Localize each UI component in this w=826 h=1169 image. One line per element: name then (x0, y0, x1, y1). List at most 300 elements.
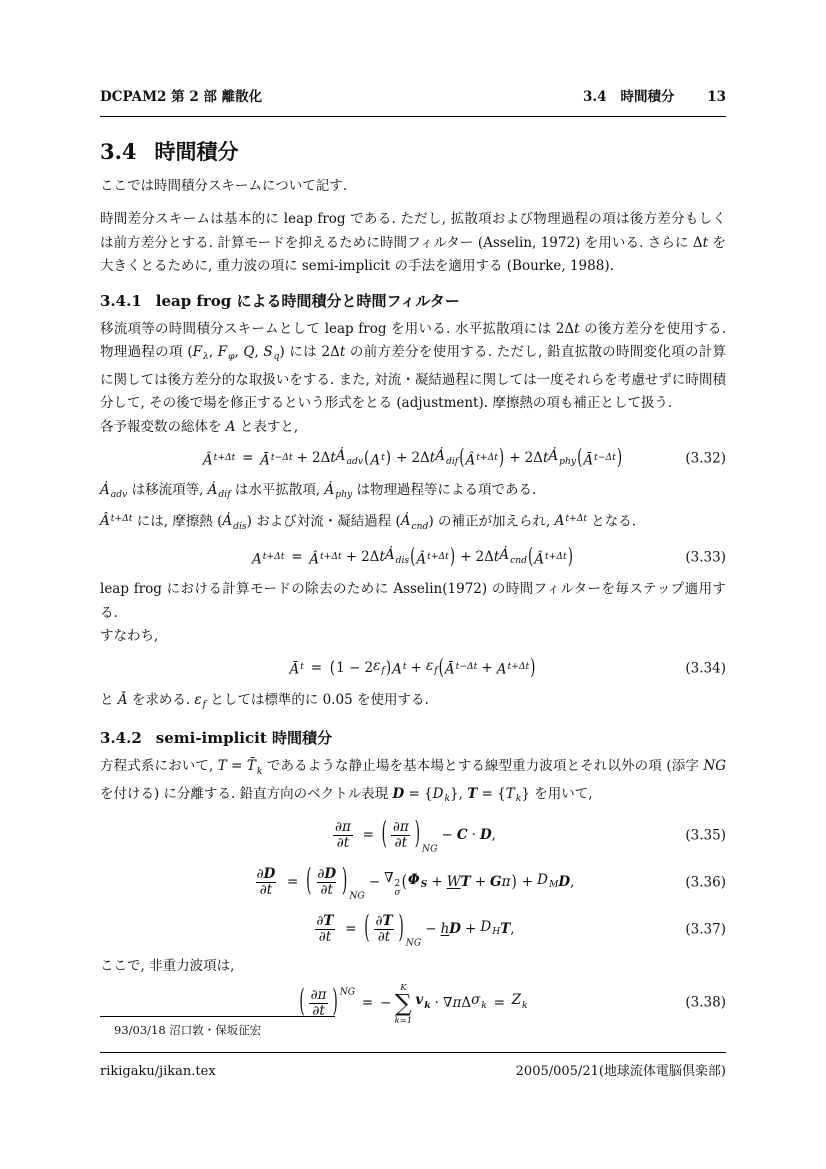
math-token (461, 992, 471, 1016)
equation-body (203, 445, 623, 473)
math-base: σ (471, 992, 481, 1009)
math-token (465, 446, 497, 473)
math-base: ∂ (317, 866, 325, 883)
math-token (449, 918, 461, 942)
superscript: 2 (394, 878, 401, 889)
math-base: G (490, 874, 502, 891)
page-header (100, 86, 726, 117)
math-base: · (434, 994, 439, 1011)
math-base: Ȧ (324, 482, 335, 499)
equation-3-36 (100, 861, 726, 905)
math-base: Â (309, 551, 319, 568)
paragraph-sunawachi (100, 625, 726, 649)
close-paren: ) (449, 544, 456, 570)
math-base: D (449, 921, 461, 938)
math-token (525, 447, 543, 471)
close-paren: ) (511, 871, 517, 892)
math-token (558, 871, 570, 895)
math-token (287, 871, 298, 895)
math-token (428, 513, 554, 529)
equation-number: (3.33) (685, 549, 726, 566)
math-base: + (296, 450, 308, 467)
math-base: − (425, 921, 437, 938)
math-paren-group (438, 655, 537, 682)
close-paren: ) (530, 654, 536, 681)
close-paren: ) (398, 909, 404, 947)
math-base: ∇ (443, 994, 453, 1011)
math-base: NG (703, 758, 726, 775)
math-token (207, 482, 231, 501)
math-base: − (379, 994, 392, 1011)
math-token (100, 513, 132, 529)
math-fraction (307, 988, 330, 1019)
math-base: A (392, 661, 402, 678)
math-token (243, 344, 254, 360)
math-base: }, (450, 786, 468, 803)
math-token (342, 820, 351, 835)
math-token (100, 958, 234, 974)
math-token (312, 447, 330, 471)
math-base: A (370, 452, 381, 469)
math-token (500, 918, 510, 942)
math-base: = (310, 659, 323, 676)
math-base: Q (243, 344, 255, 360)
math-base: Ā (444, 661, 455, 678)
superscript: t+Δt (545, 550, 567, 562)
paren-body (583, 446, 615, 473)
math-token (509, 447, 520, 471)
math-token (260, 883, 267, 898)
math-token (452, 992, 461, 1016)
subscript: k (522, 999, 528, 1011)
subscript: dif (218, 489, 231, 501)
math-fraction (253, 867, 278, 898)
math-token (460, 546, 471, 570)
math-token (252, 545, 284, 572)
math-base: には, 摩擦熱 ( (132, 513, 223, 530)
math-token (497, 655, 529, 682)
math-token (555, 513, 587, 529)
math-token (400, 513, 429, 532)
math-base: t (327, 882, 333, 899)
math-base: t (325, 929, 332, 946)
math-token (319, 930, 326, 945)
math-token (510, 918, 514, 942)
math-token (402, 836, 407, 851)
open-paren: ( (438, 654, 444, 681)
math-base: v (415, 992, 424, 1009)
math-base: D (263, 866, 276, 883)
math-token (203, 446, 235, 473)
math-token (100, 758, 218, 774)
math-token (396, 447, 407, 471)
math-base: 1 − 2 (336, 659, 374, 676)
math-token (537, 869, 558, 897)
math-token (512, 989, 528, 1017)
paragraph-leapfrog (100, 318, 726, 416)
math-token (218, 758, 227, 774)
math-token (435, 445, 458, 473)
math-base: , (234, 344, 244, 360)
math-base: A (252, 551, 262, 568)
math-base: − (368, 874, 381, 891)
subscript: k (515, 793, 522, 805)
math-token (361, 546, 379, 570)
superscript: t+Δt (565, 512, 588, 524)
math-token (363, 824, 374, 848)
math-base: D (480, 918, 492, 935)
equation-number: (3.35) (685, 827, 726, 844)
fraction-numerator (390, 820, 413, 835)
math-token (384, 867, 401, 898)
math-base: = (345, 921, 357, 938)
equation-number: (3.34) (685, 659, 726, 676)
math-base: = (361, 994, 374, 1011)
math-base: と表すと, (235, 418, 299, 435)
math-token (376, 914, 383, 929)
math-base: + (474, 874, 486, 891)
math-base: ∂ (392, 819, 400, 836)
subscript: f (381, 665, 385, 677)
subscript: f (202, 698, 207, 710)
math-paren-group (527, 545, 574, 572)
close-paren: ) (385, 448, 392, 469)
math-base: ∂ (318, 929, 326, 946)
math-base: ∂ (336, 835, 344, 852)
fraction-numerator (313, 914, 337, 929)
subscript: H (492, 926, 501, 938)
math-base: t (574, 320, 580, 337)
math-base: = { (477, 786, 506, 803)
subscript: λ (203, 351, 209, 363)
math-token (441, 824, 452, 848)
subscript: phy (335, 489, 353, 501)
math-fraction (332, 820, 355, 851)
math-token (132, 513, 222, 529)
subscript: q (273, 351, 280, 363)
math-token (461, 871, 471, 895)
math-token (457, 824, 468, 848)
subscript: f (434, 665, 438, 677)
math-token (246, 758, 263, 777)
math-token (327, 883, 332, 898)
subscript: S (420, 879, 428, 891)
math-base: すなわち, (100, 628, 159, 645)
math-base: ∂ (377, 929, 385, 946)
subscript: dif (445, 455, 459, 467)
equation-3-33 (100, 541, 726, 575)
math-base: Â (465, 452, 476, 469)
math-base: + (509, 450, 521, 467)
math-base: 2Δ (475, 549, 494, 566)
math-base: = (287, 874, 299, 891)
section-heading (100, 139, 726, 165)
open-paren: ( (299, 983, 305, 1020)
header-section-title: 時間積分 (620, 89, 675, 105)
math-base: の後方差分を使用する. 物理過程の項 ( (100, 320, 726, 360)
open-paren: ( (364, 909, 370, 947)
math-base: 移流項等の時間積分スキームとして leap frog を用いる. 水平拡散項には 2Δ (100, 320, 575, 337)
math-token (118, 692, 128, 708)
math-base: 各予報変数の総体を (100, 418, 226, 435)
math-token (100, 419, 226, 435)
math-base: D (558, 874, 571, 891)
sigma-symbol: ∑ (394, 989, 412, 1018)
math-token (352, 482, 536, 498)
math-token (311, 988, 318, 1003)
math-base: ) の補正が加えられ, (428, 513, 555, 530)
superscript: t+Δt (213, 451, 236, 463)
math-token (521, 786, 592, 802)
math-base: A (554, 513, 565, 530)
math-token (324, 482, 353, 501)
math-base: Ȧ (222, 513, 233, 530)
math-token (416, 545, 448, 572)
math-base: = (226, 758, 247, 775)
math-base: t (266, 882, 273, 899)
math-token (194, 692, 206, 708)
math-token (346, 546, 357, 570)
math-base: 2Δ (411, 450, 430, 467)
fraction-numerator (332, 820, 355, 835)
math-token (280, 344, 340, 360)
math-token (392, 655, 406, 682)
group-subscript: NG (422, 843, 438, 855)
math-base: + (481, 659, 493, 676)
paren-body (445, 655, 529, 682)
math-base: · (471, 827, 476, 844)
math-token (472, 824, 476, 848)
math-paren-group (329, 655, 392, 683)
math-base: + (465, 921, 477, 938)
page-number: 13 (707, 89, 726, 105)
math-base: + (521, 874, 534, 891)
math-token (373, 655, 385, 683)
math-token (583, 446, 615, 473)
superscript: t−Δt (270, 451, 293, 463)
math-base: Ȧ (499, 547, 510, 564)
math-base: Â (100, 513, 110, 530)
math-base: を付ける) に分離する. 鉛直方向のベクトル表現 (100, 786, 393, 803)
math-base: ε (373, 657, 381, 674)
math-token (450, 786, 467, 802)
math-token (480, 824, 492, 848)
footnote (100, 1016, 726, 1039)
header-right (583, 86, 726, 110)
math-token (290, 655, 304, 682)
superscript: t+Δt (427, 550, 449, 562)
math-base: 2Δ (311, 450, 331, 467)
math-token (316, 914, 323, 929)
math-base: の前方差分を使用する. ただし, 鉛直拡散の時間変化項の計算に関しては後方差分的な取扱いをする. また, 対流・凝結過程に関しては一度それらを考慮せずに時間積分して, その後で場を修正するという形式をとる (adjustment). 摩擦熱の項も補正として扱う. (100, 344, 727, 412)
subscript: adv (346, 455, 364, 467)
math-base: ∂ (335, 819, 342, 836)
subsection-heading-342 (100, 728, 726, 749)
math-token (263, 344, 280, 363)
math-base: t (542, 450, 549, 467)
superscript: t−Δt (594, 451, 616, 463)
math-base: = (242, 450, 254, 467)
subsection-number: 3.4.1 (100, 291, 142, 310)
math-token (393, 820, 400, 835)
math-token (326, 930, 331, 945)
math-token (475, 871, 486, 895)
math-token (441, 918, 450, 942)
math-token (236, 419, 299, 435)
math-token (335, 820, 342, 835)
subscript: cnd (411, 520, 429, 532)
math-base: ∂ (375, 913, 383, 930)
math-base: = (493, 994, 505, 1011)
equation-3-37 (100, 908, 726, 952)
math-base: A (496, 661, 507, 678)
math-token (467, 786, 477, 802)
open-paren: ( (306, 862, 312, 900)
fraction-denominator (333, 835, 352, 851)
math-base: T (382, 913, 393, 930)
math-base: S (263, 344, 273, 360)
math-token (502, 871, 511, 895)
subscript: M (548, 879, 559, 891)
math-base: は水平拡散項, (230, 482, 325, 499)
math-token (260, 446, 292, 473)
group-subscript: NG (405, 937, 422, 949)
math-token (499, 544, 527, 572)
paragraph-totals (100, 416, 726, 440)
header-left-title: DCPAM2 第 2 部 離散化 (100, 89, 263, 105)
paren-body (388, 820, 414, 851)
paren-body (336, 655, 385, 683)
math-token (431, 871, 442, 895)
math-base: T̄ (246, 758, 256, 775)
math-base: Ȧ (335, 448, 346, 465)
math-base: + (460, 549, 472, 566)
math-token (206, 692, 429, 708)
math-token (247, 513, 401, 529)
equation-number: (3.32) (685, 450, 726, 467)
math-base: T (323, 913, 334, 930)
math-base: Δ (461, 994, 472, 1011)
equation-body (252, 544, 574, 572)
math-base: ε (425, 657, 434, 674)
subsection-number: 3.4.2 (100, 729, 142, 748)
math-token (400, 820, 409, 835)
paragraph-after332a (100, 479, 726, 507)
fraction-denominator (256, 882, 275, 898)
subsection-heading-341 (100, 291, 726, 312)
math-base: , (254, 344, 264, 360)
subscript: dis (233, 520, 247, 532)
math-base: Â (202, 452, 213, 469)
math-token (318, 988, 327, 1003)
math-token (476, 546, 494, 570)
subscript: cnd (510, 554, 527, 566)
math-base: ここで, 非重力波項は, (100, 957, 235, 974)
math-token (505, 786, 522, 805)
group-subscript: NG (349, 890, 365, 902)
open-paren: ( (381, 815, 387, 853)
close-paren: ) (567, 544, 573, 570)
math-token (127, 482, 207, 498)
close-paren: ) (332, 983, 338, 1020)
math-token (477, 786, 505, 802)
math-token (337, 836, 344, 851)
math-base: ε (194, 691, 202, 708)
math-base: Φ (407, 871, 420, 888)
math-base: T (460, 874, 471, 891)
math-base: = (362, 827, 374, 844)
math-token (426, 655, 438, 683)
math-fraction (314, 867, 339, 898)
math-token (217, 344, 235, 363)
math-token (425, 918, 436, 942)
math-base: π (501, 874, 511, 891)
math-base: Ȧ (400, 513, 411, 530)
math-token (100, 211, 726, 251)
math-base: であるような静止場を基本場とする線型重力波項とそれ以外の項 (添字 (262, 758, 704, 775)
math-base: t (384, 929, 391, 946)
math-token (703, 758, 726, 774)
math-token (447, 871, 461, 895)
math-base: ここでは時間積分スキームについて記す. (100, 177, 348, 194)
math-base: A (225, 418, 236, 435)
math-base: ∂ (320, 882, 328, 899)
paren-body (370, 446, 384, 473)
equation-body (290, 655, 537, 683)
math-token (222, 513, 247, 532)
math-base: h (440, 921, 450, 938)
math-token (297, 447, 308, 471)
math-base: 2Δ (524, 450, 543, 467)
math-token (209, 344, 218, 360)
math-token (369, 871, 380, 895)
math-token (382, 914, 392, 929)
equation-3-35 (100, 814, 726, 858)
superscript: t+Δt (507, 661, 530, 673)
math-base: Ȧ (207, 482, 218, 499)
math-base: を大きくとるために, 重力波の項に semi-implicit の手法を適用する (Bourke, 1988). (100, 234, 726, 274)
math-base: + (410, 659, 422, 676)
paragraph-after334 (100, 689, 726, 717)
math-token (227, 758, 247, 774)
subscript: phy (559, 455, 577, 467)
math-token (291, 546, 302, 570)
math-token (435, 992, 439, 1016)
close-paren: ) (616, 445, 623, 471)
math-token (494, 992, 505, 1016)
math-token (242, 447, 253, 471)
math-base: Ȧ (435, 448, 445, 465)
math-token (192, 344, 209, 363)
math-base: t (429, 450, 436, 467)
math-base: t (343, 835, 350, 852)
close-paren: ) (385, 657, 392, 678)
math-token (395, 836, 402, 851)
math-token (321, 883, 328, 898)
fraction-denominator (315, 929, 334, 945)
math-base: ∂ (312, 1002, 320, 1019)
math-base: − (441, 827, 453, 844)
math-base: と (100, 691, 118, 708)
open-paren: ( (410, 544, 416, 570)
math-base: ∂ (316, 913, 324, 930)
math-base: は物理過程等による項である. (352, 482, 537, 499)
math-paren-group (363, 446, 392, 473)
math-token (522, 871, 533, 895)
sum-upper-limit: K (400, 981, 407, 992)
math-token (385, 544, 409, 572)
math-base: ∂ (256, 866, 264, 883)
